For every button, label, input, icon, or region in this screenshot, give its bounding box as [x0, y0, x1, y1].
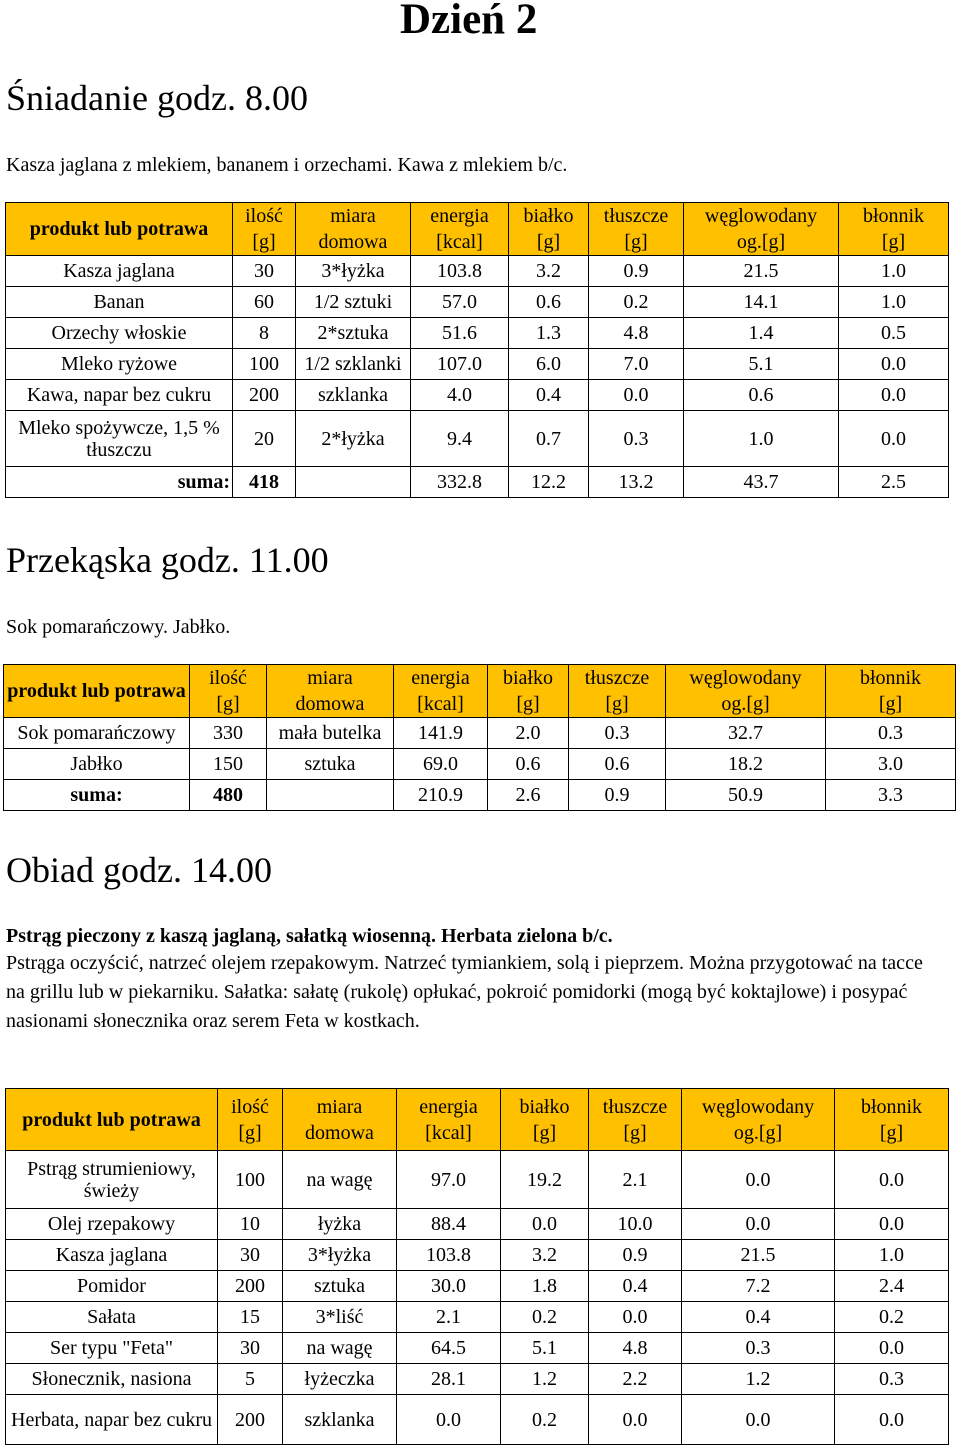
page-title: Dzień 2: [400, 0, 538, 43]
cell-energy: 30.0: [397, 1271, 501, 1302]
table-row: [6, 318, 949, 349]
table-row: [6, 1151, 949, 1209]
table-row: [6, 380, 949, 411]
cell-amount: 30: [218, 1240, 283, 1271]
cell-energy: 141.9: [394, 718, 488, 749]
cell-energy: 97.0: [397, 1151, 501, 1209]
cell-carbs: 1.4: [684, 318, 839, 349]
table-header-row: [6, 1089, 949, 1151]
header-product: produkt lub potrawa: [4, 665, 190, 718]
cell-product: Pstrąg strumieniowy, świeży: [6, 1151, 218, 1209]
sum-energy: 332.8: [411, 467, 509, 498]
sum-fat: 13.2: [589, 467, 684, 498]
table-row: [4, 718, 956, 749]
cell-amount: 15: [218, 1302, 283, 1333]
cell-product: Jabłko: [4, 749, 190, 780]
cell-protein: 0.4: [509, 380, 589, 411]
cell-fat: 0.3: [589, 411, 684, 467]
cell-measure: mała butelka: [267, 718, 394, 749]
cell-amount: 30: [218, 1333, 283, 1364]
cell-fiber: 0.3: [835, 1364, 949, 1395]
cell-fat: 10.0: [589, 1209, 682, 1240]
cell-product: Sok pomarańczowy: [4, 718, 190, 749]
header-fiber: błonnik [g]: [839, 203, 949, 256]
cell-fiber: 1.0: [839, 287, 949, 318]
table-header-row: [4, 665, 956, 718]
cell-amount: 200: [218, 1395, 283, 1445]
header-measure: miara domowa: [283, 1089, 397, 1151]
section-description-snack: Sok pomarańczowy. Jabłko.: [6, 616, 231, 638]
cell-protein: 1.2: [501, 1364, 589, 1395]
table-row: [6, 411, 949, 467]
cell-fat: 0.0: [589, 1395, 682, 1445]
cell-energy: 9.4: [411, 411, 509, 467]
cell-fat: 0.0: [589, 1302, 682, 1333]
sum-carbs: 43.7: [684, 467, 839, 498]
cell-amount: 330: [190, 718, 267, 749]
cell-fat: 0.2: [589, 287, 684, 318]
cell-energy: 69.0: [394, 749, 488, 780]
cell-amount: 5: [218, 1364, 283, 1395]
header-measure: miara domowa: [296, 203, 411, 256]
cell-fat: 0.4: [589, 1271, 682, 1302]
section-title-snack: Przekąska godz. 11.00: [6, 540, 329, 580]
cell-fat: 0.3: [569, 718, 666, 749]
section-description-breakfast: Kasza jaglana z mlekiem, bananem i orzechami. Kawa z mlekiem b/c.: [6, 154, 568, 176]
cell-product: Olej rzepakowy: [6, 1209, 218, 1240]
table-row: [6, 349, 949, 380]
cell-protein: 5.1: [501, 1333, 589, 1364]
cell-amount: 200: [218, 1271, 283, 1302]
sum-empty: [296, 467, 411, 498]
cell-protein: 0.2: [501, 1395, 589, 1445]
sum-row: [6, 467, 949, 498]
cell-fat: 0.9: [589, 1240, 682, 1271]
cell-carbs: 21.5: [682, 1240, 835, 1271]
cell-energy: 103.8: [411, 256, 509, 287]
cell-fiber: 0.0: [839, 380, 949, 411]
cell-fat: 0.6: [569, 749, 666, 780]
sum-protein: 2.6: [488, 780, 569, 811]
cell-measure: 1/2 sztuki: [296, 287, 411, 318]
cell-fiber: 1.0: [839, 256, 949, 287]
header-product: produkt lub potrawa: [6, 1089, 218, 1151]
cell-amount: 100: [233, 349, 296, 380]
cell-fiber: 0.0: [835, 1151, 949, 1209]
table-row: [6, 1395, 949, 1445]
cell-carbs: 0.3: [682, 1333, 835, 1364]
cell-protein: 19.2: [501, 1151, 589, 1209]
cell-protein: 0.2: [501, 1302, 589, 1333]
cell-energy: 103.8: [397, 1240, 501, 1271]
cell-product: Kasza jaglana: [6, 1240, 218, 1271]
cell-energy: 57.0: [411, 287, 509, 318]
cell-energy: 0.0: [397, 1395, 501, 1445]
cell-measure: łyżka: [283, 1209, 397, 1240]
cell-product: Sałata: [6, 1302, 218, 1333]
table-header-row: [6, 203, 949, 256]
cell-fiber: 0.5: [839, 318, 949, 349]
section-title-lunch: Obiad godz. 14.00: [6, 850, 272, 890]
table-row: [6, 1209, 949, 1240]
cell-measure: szklanka: [283, 1395, 397, 1445]
cell-energy: 4.0: [411, 380, 509, 411]
cell-fiber: 1.0: [835, 1240, 949, 1271]
header-energy: energia [kcal]: [397, 1089, 501, 1151]
header-fat: tłuszcze [g]: [589, 203, 684, 256]
cell-measure: 3*liść: [283, 1302, 397, 1333]
cell-amount: 10: [218, 1209, 283, 1240]
section-title-breakfast: Śniadanie godz. 8.00: [6, 78, 308, 118]
sum-fiber: 2.5: [839, 467, 949, 498]
header-fiber: błonnik [g]: [835, 1089, 949, 1151]
cell-protein: 1.8: [501, 1271, 589, 1302]
header-energy: energia [kcal]: [394, 665, 488, 718]
cell-fat: 7.0: [589, 349, 684, 380]
table-row: [6, 1302, 949, 1333]
cell-measure: sztuka: [283, 1271, 397, 1302]
cell-measure: na wagę: [283, 1151, 397, 1209]
table-row: [4, 749, 956, 780]
cell-measure: sztuka: [267, 749, 394, 780]
cell-energy: 51.6: [411, 318, 509, 349]
cell-fiber: 3.0: [826, 749, 956, 780]
sum-empty: [267, 780, 394, 811]
cell-protein: 3.2: [509, 256, 589, 287]
cell-product: Banan: [6, 287, 233, 318]
cell-fat: 4.8: [589, 318, 684, 349]
header-measure: miara domowa: [267, 665, 394, 718]
cell-carbs: 21.5: [684, 256, 839, 287]
cell-protein: 1.3: [509, 318, 589, 349]
cell-measure: 3*łyżka: [296, 256, 411, 287]
cell-measure: 3*łyżka: [283, 1240, 397, 1271]
cell-amount: 30: [233, 256, 296, 287]
cell-energy: 2.1: [397, 1302, 501, 1333]
nutrition-table-breakfast: [5, 202, 949, 498]
cell-amount: 100: [218, 1151, 283, 1209]
cell-carbs: 0.6: [684, 380, 839, 411]
cell-amount: 20: [233, 411, 296, 467]
cell-product: Kawa, napar bez cukru: [6, 380, 233, 411]
cell-product: Słonecznik, nasiona: [6, 1364, 218, 1395]
cell-carbs: 32.7: [666, 718, 826, 749]
cell-measure: 2*sztuka: [296, 318, 411, 349]
cell-carbs: 7.2: [682, 1271, 835, 1302]
cell-fiber: 0.0: [835, 1395, 949, 1445]
cell-protein: 0.7: [509, 411, 589, 467]
cell-product: Ser typu "Feta": [6, 1333, 218, 1364]
nutrition-table-lunch: [5, 1088, 949, 1445]
table-row: [6, 1240, 949, 1271]
cell-product: Orzechy włoskie: [6, 318, 233, 349]
sum-energy: 210.9: [394, 780, 488, 811]
header-fat: tłuszcze [g]: [589, 1089, 682, 1151]
cell-carbs: 14.1: [684, 287, 839, 318]
table-row: [6, 256, 949, 287]
cell-protein: 6.0: [509, 349, 589, 380]
header-energy: energia [kcal]: [411, 203, 509, 256]
cell-measure: 2*łyżka: [296, 411, 411, 467]
cell-fat: 2.1: [589, 1151, 682, 1209]
cell-energy: 64.5: [397, 1333, 501, 1364]
sum-label: suma:: [4, 780, 190, 811]
sum-fiber: 3.3: [826, 780, 956, 811]
cell-amount: 150: [190, 749, 267, 780]
cell-amount: 200: [233, 380, 296, 411]
cell-protein: 0.6: [509, 287, 589, 318]
sum-amount: 418: [233, 467, 296, 498]
cell-carbs: 5.1: [684, 349, 839, 380]
cell-fiber: 0.3: [826, 718, 956, 749]
sum-protein: 12.2: [509, 467, 589, 498]
nutrition-table-snack: [3, 664, 956, 811]
cell-protein: 0.6: [488, 749, 569, 780]
header-amount: ilość [g]: [190, 665, 267, 718]
sum-row: [4, 780, 956, 811]
section-description-lunch: Pstrąg pieczony z kaszą jaglaną, sałatką wiosenną. Herbata zielona b/c.: [6, 925, 613, 947]
cell-product: Pomidor: [6, 1271, 218, 1302]
cell-amount: 8: [233, 318, 296, 349]
table-row: [6, 1333, 949, 1364]
cell-fiber: 0.0: [835, 1333, 949, 1364]
cell-fiber: 0.0: [839, 349, 949, 380]
table-row: [6, 1364, 949, 1395]
cell-fiber: 2.4: [835, 1271, 949, 1302]
cell-fiber: 0.0: [839, 411, 949, 467]
header-carbs: węglowodany og.[g]: [684, 203, 839, 256]
cell-carbs: 0.0: [682, 1151, 835, 1209]
section-recipe-lunch: Pstrąga oczyścić, natrzeć olejem rzepakowym. Natrzeć tymiankiem, solą i pieprzem. Można przygotować na tacce na grillu lub w piekarniku. Sałatka: sałatę (rukolę) opłukać, pokroić pomidorki (mogą być koktajlowe) i posypać nasionami słonecznika oraz serem Feta w kostkach.: [6, 952, 923, 1032]
header-carbs: węglowodany og.[g]: [666, 665, 826, 718]
cell-measure: szklanka: [296, 380, 411, 411]
cell-measure: na wagę: [283, 1333, 397, 1364]
cell-carbs: 1.2: [682, 1364, 835, 1395]
sum-label: suma:: [6, 467, 233, 498]
cell-energy: 107.0: [411, 349, 509, 380]
cell-fiber: 0.0: [835, 1209, 949, 1240]
header-amount: ilość [g]: [218, 1089, 283, 1151]
cell-carbs: 0.0: [682, 1395, 835, 1445]
header-product: produkt lub potrawa: [6, 203, 233, 256]
cell-protein: 0.0: [501, 1209, 589, 1240]
cell-carbs: 0.0: [682, 1209, 835, 1240]
cell-product: Kasza jaglana: [6, 256, 233, 287]
header-carbs: węglowodany og.[g]: [682, 1089, 835, 1151]
cell-fiber: 0.2: [835, 1302, 949, 1333]
cell-carbs: 18.2: [666, 749, 826, 780]
sum-amount: 480: [190, 780, 267, 811]
cell-fat: 0.9: [589, 256, 684, 287]
sum-carbs: 50.9: [666, 780, 826, 811]
cell-amount: 60: [233, 287, 296, 318]
header-protein: białko [g]: [501, 1089, 589, 1151]
cell-energy: 28.1: [397, 1364, 501, 1395]
sum-fat: 0.9: [569, 780, 666, 811]
cell-fat: 2.2: [589, 1364, 682, 1395]
cell-carbs: 1.0: [684, 411, 839, 467]
header-amount: ilość [g]: [233, 203, 296, 256]
cell-energy: 88.4: [397, 1209, 501, 1240]
cell-carbs: 0.4: [682, 1302, 835, 1333]
cell-product: Herbata, napar bez cukru: [6, 1395, 218, 1445]
cell-fat: 4.8: [589, 1333, 682, 1364]
header-fiber: błonnik [g]: [826, 665, 956, 718]
cell-protein: 3.2: [501, 1240, 589, 1271]
header-protein: białko [g]: [488, 665, 569, 718]
cell-measure: 1/2 szklanki: [296, 349, 411, 380]
cell-fat: 0.0: [589, 380, 684, 411]
header-protein: białko [g]: [509, 203, 589, 256]
cell-product: Mleko ryżowe: [6, 349, 233, 380]
table-row: [6, 1271, 949, 1302]
cell-measure: łyżeczka: [283, 1364, 397, 1395]
table-row: [6, 287, 949, 318]
cell-product: Mleko spożywcze, 1,5 % tłuszczu: [6, 411, 233, 467]
cell-protein: 2.0: [488, 718, 569, 749]
header-fat: tłuszcze [g]: [569, 665, 666, 718]
